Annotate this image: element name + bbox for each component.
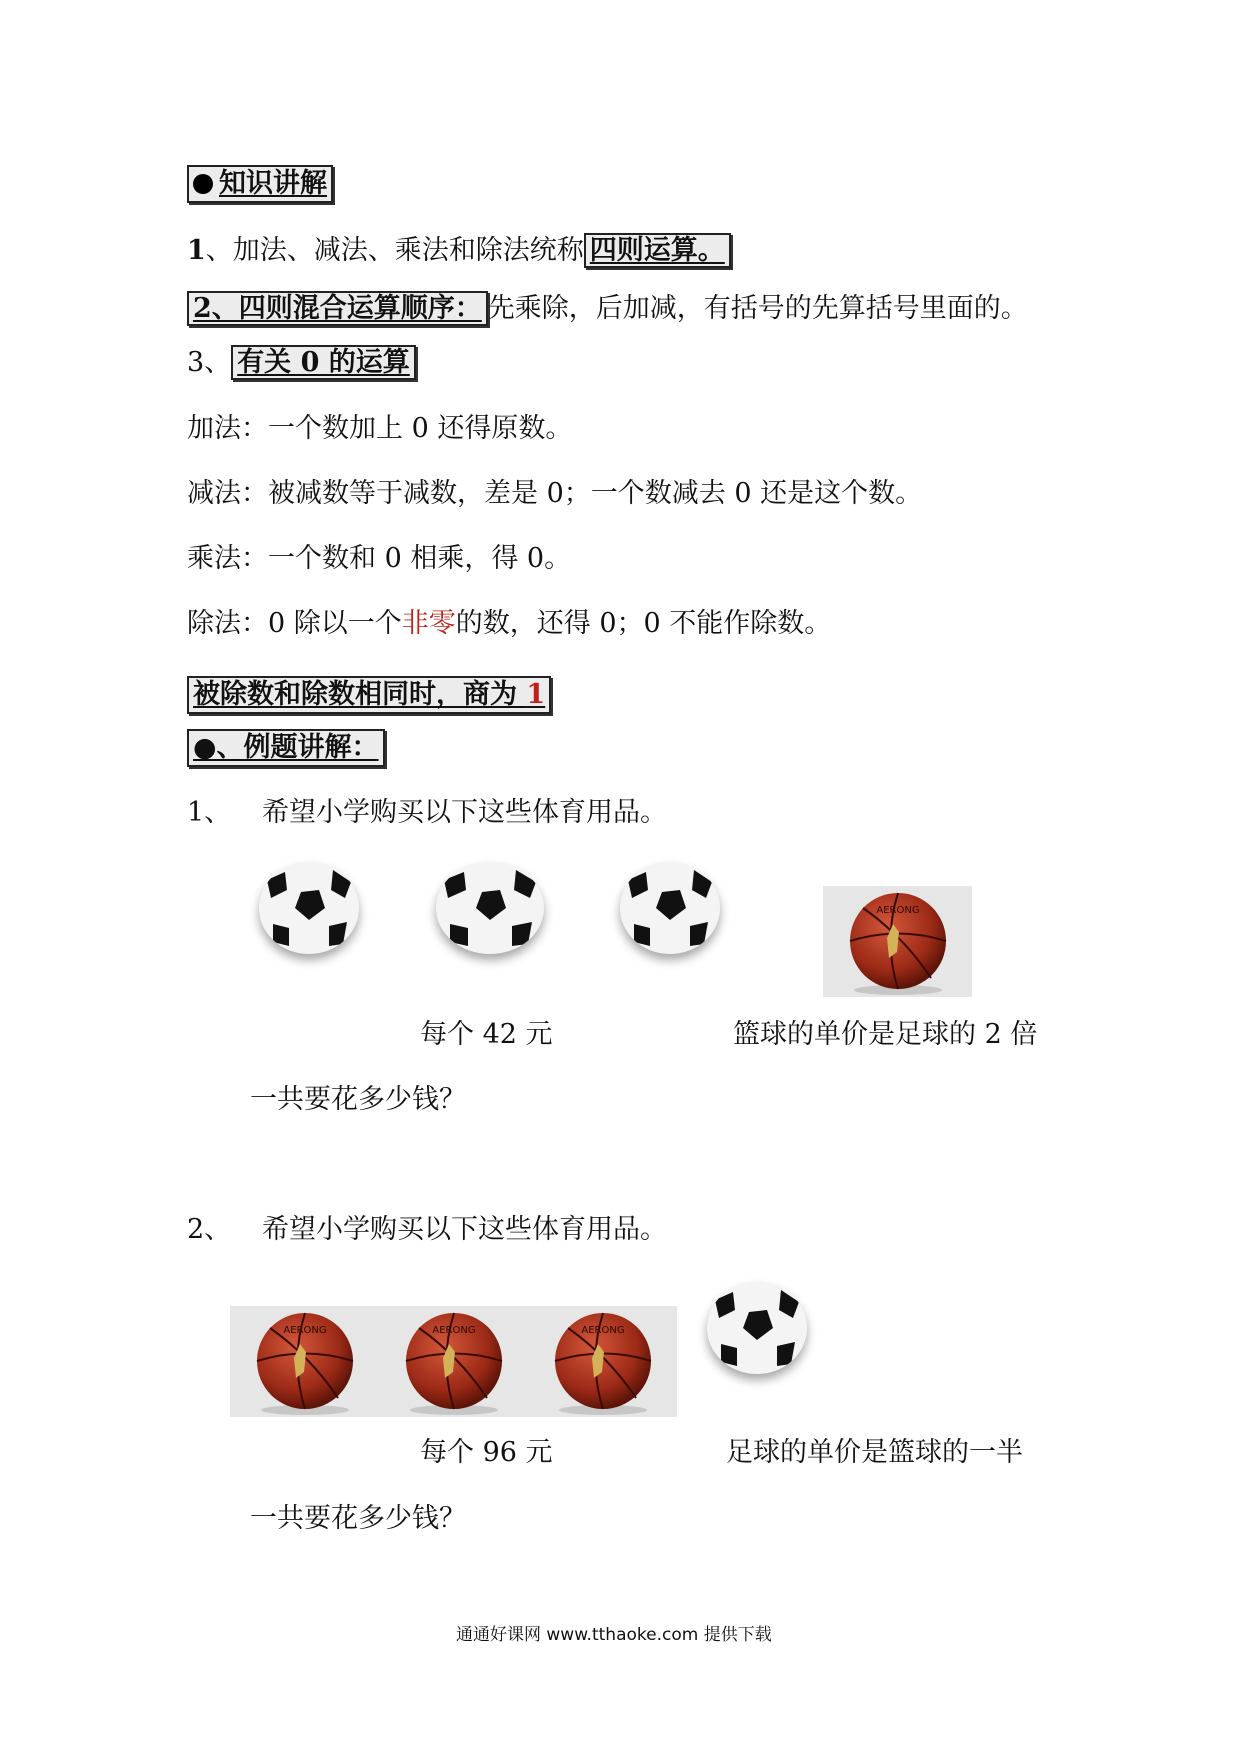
example-1-hint: 篮球的单价是足球的 2 倍: [733, 1019, 1038, 1050]
example-2-price: 每个 96 元: [420, 1437, 553, 1468]
soccer-ball-image: [620, 862, 720, 954]
soccer-ball-image: [707, 1282, 807, 1374]
point-1-number: 1: [187, 235, 206, 266]
basketball-icon: [379, 1306, 528, 1417]
rule-multiplication: 乘法：一个数和 0 相乘，得 0。: [187, 543, 572, 574]
example-2-text: 希望小学购买以下这些体育用品。: [262, 1214, 667, 1245]
svg-text:AERONG: AERONG: [432, 1325, 476, 1336]
rule-division-a: 除法：0 除以一个: [187, 608, 402, 639]
point-3-highlight: 有关 0 的运算: [231, 345, 416, 380]
knowledge-section-title: [187, 165, 333, 203]
soccer-ball-image: [436, 862, 544, 954]
example-1-text: 希望小学购买以下这些体育用品。: [262, 797, 667, 828]
quotient-note-text: 被除数和除数相同时，商为: [193, 679, 527, 710]
quotient-note: [187, 676, 551, 714]
basketball-icon: [528, 1306, 677, 1417]
point-1-highlight: 四则运算。: [584, 233, 731, 268]
soccer-ball-icon: [620, 862, 720, 954]
point-1: [187, 234, 731, 268]
basketball-icon: [230, 1306, 379, 1417]
soccer-ball-image: [259, 862, 359, 954]
basketball-icon: [823, 886, 972, 997]
soccer-ball-icon: [436, 862, 544, 954]
basketball-image: [379, 1306, 528, 1417]
rule-subtraction: 减法：被减数等于减数，差是 0；一个数减去 0 还是这个数。: [187, 478, 923, 509]
bullet-icon: [193, 174, 213, 194]
example-section-title: ●、例题讲解：: [187, 729, 385, 767]
example-2-question: 一共要花多少钱？: [250, 1503, 466, 1534]
page-footer: 通通好课网 www.tthaoke.com 提供下载: [456, 1625, 772, 1645]
rule-division-b: 的数，还得 0；0 不能作除数。: [455, 608, 832, 639]
soccer-ball-icon: [707, 1282, 807, 1374]
point-2: [187, 292, 1028, 326]
point-3-number: 3、: [187, 347, 232, 378]
svg-text:AERONG: AERONG: [876, 905, 920, 916]
rule-division: [187, 607, 831, 641]
point-2-highlight: 2、四则混合运算顺序：: [187, 291, 488, 326]
example-1-question: 一共要花多少钱？: [250, 1084, 466, 1115]
rule-division-red: 非零: [401, 608, 456, 639]
example-2-hint: 足球的单价是篮球的一半: [726, 1437, 1023, 1468]
soccer-ball-icon: [259, 862, 359, 954]
basketball-image: [230, 1306, 379, 1417]
svg-text:AERONG: AERONG: [283, 1325, 327, 1336]
point-1-text: 、加法、减法、乘法和除法统称: [205, 235, 584, 266]
basketball-image: [528, 1306, 677, 1417]
svg-text:AERONG: AERONG: [581, 1325, 625, 1336]
point-2-text: 先乘除，后加减，有括号的先算括号里面的。: [487, 293, 1028, 324]
basketball-image: [823, 886, 972, 997]
quotient-note-red: 1: [526, 679, 546, 710]
point-3: [187, 346, 416, 380]
example-1-number: 1、: [187, 797, 232, 828]
rule-addition: 加法：一个数加上 0 还得原数。: [187, 413, 573, 444]
knowledge-title-text: 知识讲解: [219, 168, 327, 199]
example-1-price: 每个 42 元: [420, 1019, 553, 1050]
example-2-number: 2、: [187, 1214, 232, 1245]
